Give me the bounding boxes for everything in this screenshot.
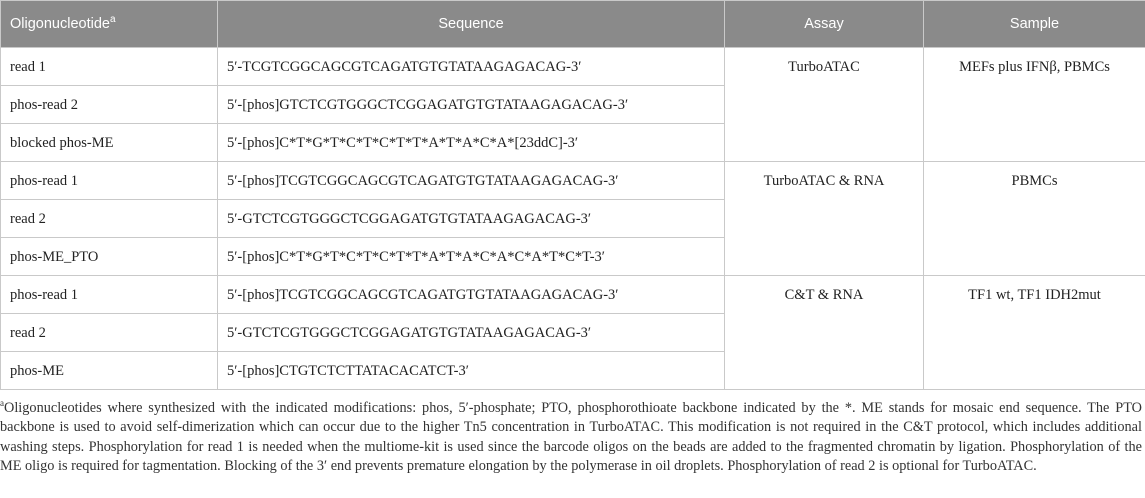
header-oligonucleotide [1, 1, 218, 48]
sequence-cell: 5′-GTCTCGTGGGCTCGGAGATGTGTATAAGAGACAG-3′ [218, 200, 725, 238]
oligo-cell: read 2 [1, 200, 218, 238]
sample-cell: PBMCs [924, 162, 1145, 276]
sequence-cell: 5′-[phos]TCGTCGGCAGCGTCAGATGTGTATAAGAGACAG-3′ [218, 162, 725, 200]
table-row [1, 276, 1145, 314]
oligo-cell: phos-read 1 [1, 276, 218, 314]
sequence-cell: 5′-[phos]CTGTCTCTTATACACATCT-3′ [218, 352, 725, 390]
table-body [1, 48, 1145, 390]
sequence-cell: 5′-GTCTCGTGGGCTCGGAGATGTGTATAAGAGACAG-3′ [218, 314, 725, 352]
sample-cell: TF1 wt, TF1 IDH2mut [924, 276, 1145, 390]
footnote-text: Oligonucleotides where synthesized with the indicated modifications: phos, 5′-phosphate; PTO, phosphorothioate backbone indicated by the *. ME stands for mosaic end sequence. The PTO backbone is used to avoid self-dimerization which can occur due to the higher Tn5 concentration in TurboATAC. This modification is not required in the C&T protocol, which includes additional washing steps. Phosphorylation for read 1 is needed when the multiome-kit is used since the barcode oligos on the beads are added to the fragmented chromatin by ligation. Phosphorylation of the ME oligo is required for tagmentation. Blocking of the 3′ end prevents premature elongation by the polymerase in oil droplets. Phosphorylation of read 2 is optional for TurboATAC. [0, 400, 1142, 475]
table-row [1, 162, 1145, 200]
oligo-cell: phos-ME [1, 352, 218, 390]
oligo-cell: phos-ME_PTO [1, 238, 218, 276]
table-footnote [0, 399, 1142, 477]
assay-cell: C&T & RNA [725, 276, 924, 390]
header-footnote-marker: a [109, 14, 116, 26]
assay-cell: TurboATAC [725, 48, 924, 162]
sequence-cell: 5′-[phos]C*T*G*T*C*T*C*T*T*A*T*A*C*A*C*A*T*C*T-3′ [218, 238, 725, 276]
sequence-cell: 5′-[phos]C*T*G*T*C*T*C*T*T*A*T*A*C*A*[23ddC]-3′ [218, 124, 725, 162]
header-assay: Assay [725, 1, 924, 48]
sequence-cell: 5′-TCGTCGGCAGCGTCAGATGTGTATAAGAGACAG-3′ [218, 48, 725, 86]
oligo-cell: phos-read 1 [1, 162, 218, 200]
table-header [1, 1, 1145, 48]
header-row [1, 1, 1145, 48]
oligo-cell: phos-read 2 [1, 86, 218, 124]
sequence-cell: 5′-[phos]GTCTCGTGGGCTCGGAGATGTGTATAAGAGACAG-3′ [218, 86, 725, 124]
header-sequence: Sequence [218, 1, 725, 48]
assay-cell: TurboATAC & RNA [725, 162, 924, 276]
oligo-cell: read 1 [1, 48, 218, 86]
header-oligonucleotide-label: Oligonucleotide [10, 16, 110, 32]
oligo-cell: read 2 [1, 314, 218, 352]
table-row [1, 48, 1145, 86]
header-sample: Sample [924, 1, 1145, 48]
sequence-cell: 5′-[phos]TCGTCGGCAGCGTCAGATGTGTATAAGAGACAG-3′ [218, 276, 725, 314]
oligo-cell: blocked phos-ME [1, 124, 218, 162]
footnote-marker: a [0, 398, 4, 409]
sample-cell: MEFs plus IFNβ, PBMCs [924, 48, 1145, 162]
